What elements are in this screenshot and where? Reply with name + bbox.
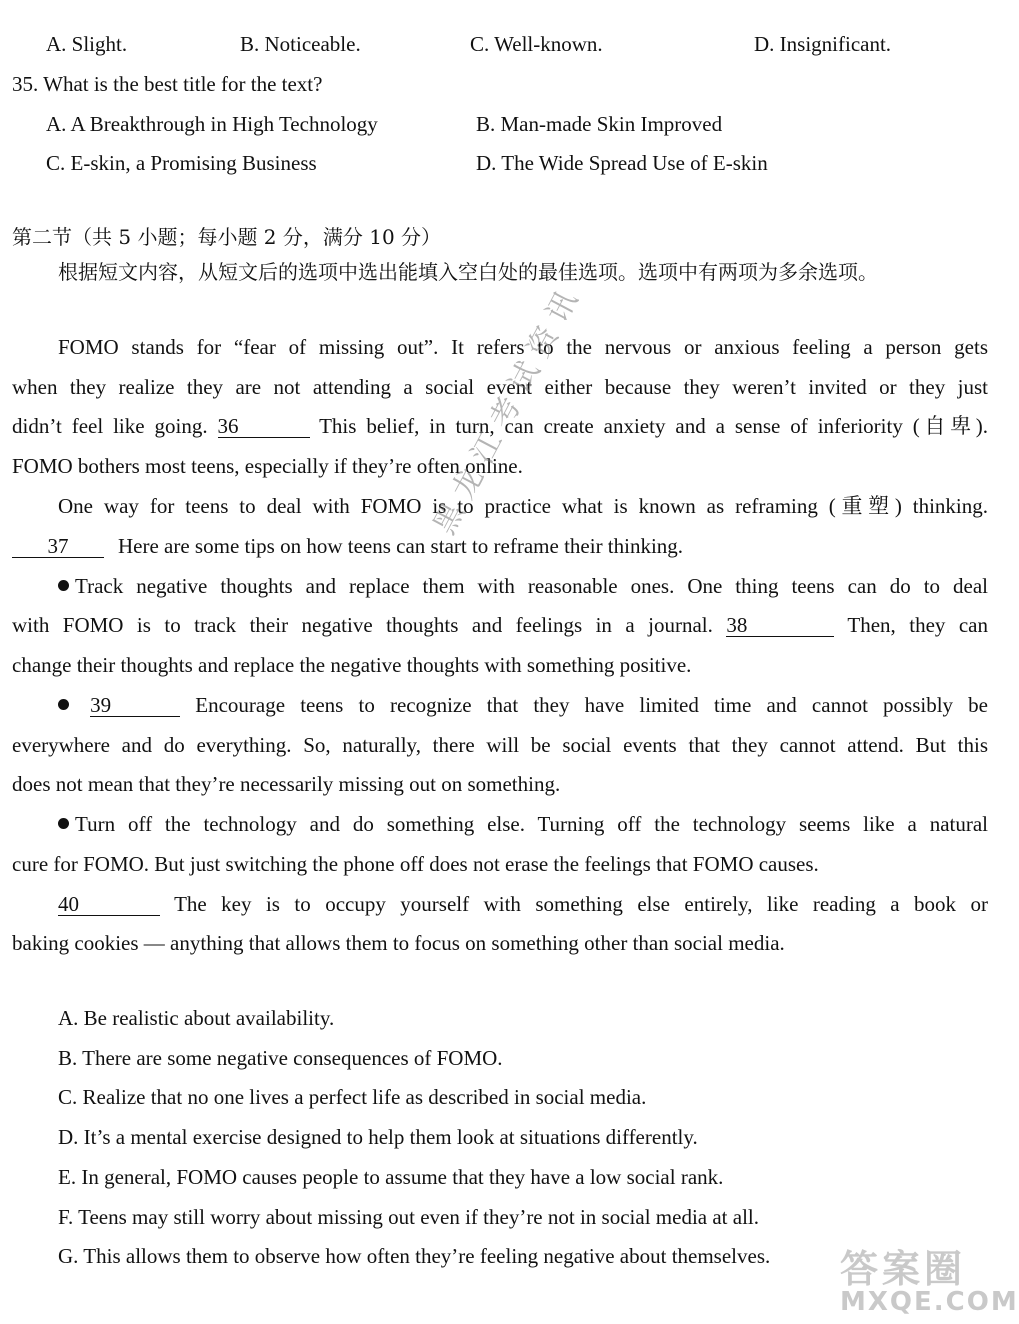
q35-option-d: D. The Wide Spread Use of E-skin [476,151,768,175]
blank-37[interactable]: 37 [12,535,104,558]
passage-text: This belief, in turn, can create anxiety and a sense of inferiority (自卑). [319,414,988,438]
blank-38[interactable]: 38 [726,614,834,637]
bullet-dot-icon [58,580,69,591]
choice-c: C. Realize that no one lives a perfect life as described in social media. [58,1085,647,1109]
q35-option-b: B. Man-made Skin Improved [476,112,723,136]
blank-39[interactable]: 39 [90,694,180,717]
logo-url: MXQE.COM [840,1287,1019,1317]
passage-p2-line1: One way for teens to deal with FOMO is to practice what is known as reframing (重塑) thinking. [58,494,988,518]
passage-p1-line4: FOMO bothers most teens, especially if they’re often online. [12,454,523,478]
passage-p1-line1: FOMO stands for “fear of missing out”. It refers to the nervous or anxious feeling a person gets [58,335,988,359]
q35-option-a: A. A Breakthrough in High Technology [46,112,378,136]
choice-g: G. This allows them to observe how often they’re feeling negative about themselves. [58,1244,771,1268]
choice-e: E. In general, FOMO causes people to assume that they have a low social rank. [58,1165,724,1189]
logo-text: 答案圈 [840,1247,967,1291]
bullet2-line1 [58,691,988,719]
q34-option-c: C. Well-known. [470,32,603,56]
bullet3-line2: cure for FOMO. But just switching the phone off does not erase the feelings that FOMO causes. [12,852,819,876]
choice-a: A. Be realistic about availability. [58,1006,335,1030]
watermark-text: 黑龙江考试资讯 [427,276,590,541]
passage-text: Encourage teens to recognize that they have limited time and cannot possibly be [195,693,989,717]
passage-text: The key is to occupy yourself with something else entirely, like reading a book or [174,892,988,916]
section-instruction: 根据短文内容，从短文后的选项中选出能填入空白处的最佳选项。选项中有两项为多余选项。 [58,260,878,284]
passage-text: with FOMO is to track their negative thoughts and feelings in a journal. [12,613,713,637]
bullet1-line1 [58,572,988,600]
q34-option-a: A. Slight. [46,32,128,56]
q35-stem: 35. What is the best title for the text? [12,72,323,96]
passage-text: didn’t feel like going. [12,414,208,438]
bullet1-line3: change their thoughts and replace the negative thoughts with something positive. [12,653,692,677]
q34-option-d: D. Insignificant. [754,32,892,56]
bullet3-line4: baking cookies — anything that allows them to focus on something other than social media. [12,931,785,955]
q35-option-c: C. E-skin, a Promising Business [46,151,317,175]
passage-text: Then, they can [847,613,989,637]
bullet-dot-icon [58,818,69,829]
passage-text: Track negative thoughts and replace them with reasonable ones. One thing teens can do to deal [75,574,988,598]
bullet1-line2 [12,611,988,639]
blank-40[interactable]: 40 [58,893,160,916]
passage-p1-line2: when they realize they are not attending a social event either because they weren’t invited or they just [12,375,988,399]
q34-option-b: B. Noticeable. [240,32,361,56]
bullet2-line2: everywhere and do everything. So, naturally, there will be social events that they cannot attend. But this [12,733,988,757]
bullet3-line1 [58,810,988,838]
passage-text: Turn off the technology and do something else. Turning off the technology seems like a natural [75,812,988,836]
choice-b: B. There are some negative consequences of FOMO. [58,1046,503,1070]
choice-f: F. Teens may still worry about missing out even if they’re not in social media at all. [58,1205,759,1229]
site-logo [840,1238,1019,1317]
bullet-dot-icon [58,699,69,710]
bullet2-line3: does not mean that they’re necessarily missing out on something. [12,772,561,796]
passage-p2-line2 [12,532,683,560]
passage-text: Here are some tips on how teens can start to reframe their thinking. [118,534,684,558]
blank-36[interactable]: 36 [218,415,310,438]
choice-d: D. It’s a mental exercise designed to help them look at situations differently. [58,1125,698,1149]
bullet3-line3 [58,890,988,918]
section-heading: 第二节（共 5 小题；每小题 2 分，满分 10 分） [12,225,442,249]
